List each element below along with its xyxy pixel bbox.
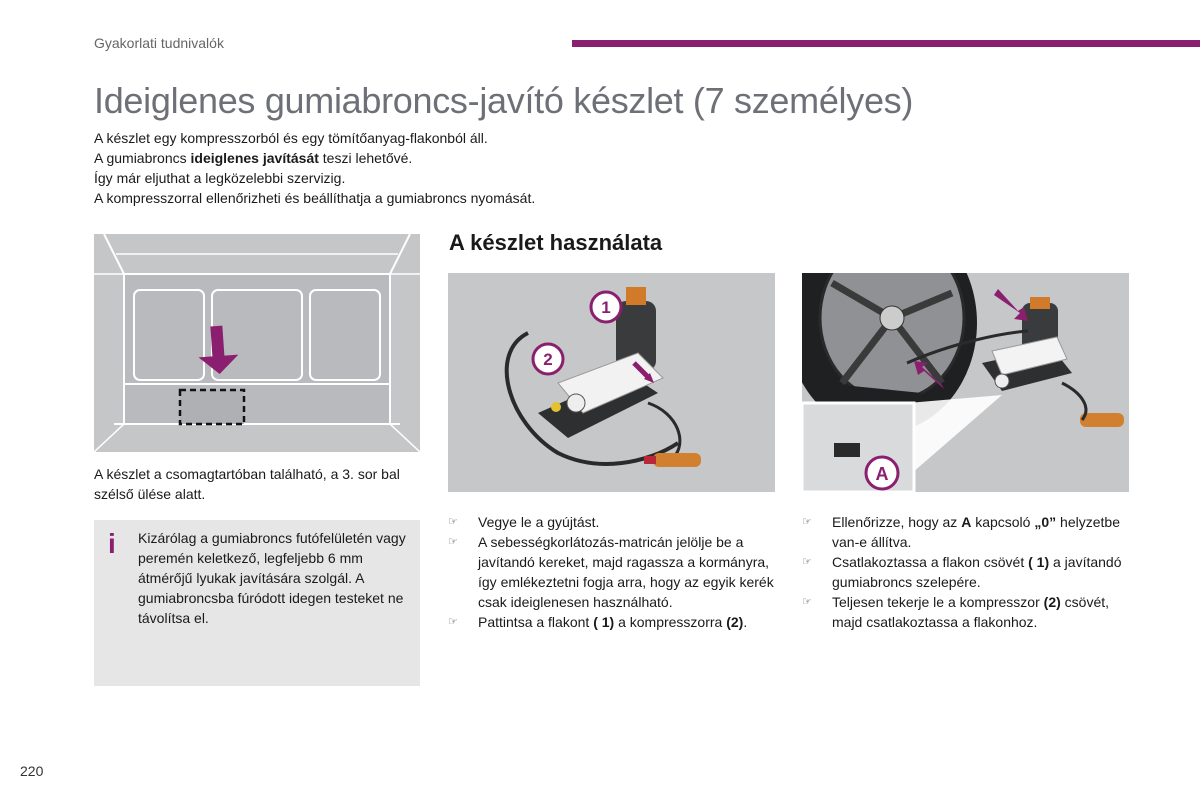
info-text: Kizárólag a gumiabroncs futófelületén vagy peremén keletkező, legfeljebb 6 mm átmérőjű lyukak javítására szolgál. A gumiabroncsba fúródott idegen testeket ne távolítsa el. — [138, 530, 406, 626]
step-item: ☞ Ellenőrizze, hogy az A kapcsoló „0” helyzetbe van-e állítva. — [802, 514, 1120, 550]
step-item: ☞ Csatlakoztassa a flakon csövét ( 1) a javítandó gumiabroncs szelepére. — [802, 554, 1122, 590]
step-emphasis: (2) — [726, 614, 744, 630]
page-number: 220 — [20, 763, 44, 779]
label-1: 1 — [601, 298, 611, 317]
info-box — [94, 520, 420, 686]
pointing-hand-icon: ☞ — [802, 516, 812, 528]
step-emphasis: „0” — [1034, 514, 1057, 530]
intro-line: A kompresszorral ellenőrizheti és beállíthatja a gumiabroncs nyomását. — [94, 190, 536, 206]
intro-emphasis: ideiglenes javítását — [190, 150, 319, 166]
page-title: Ideiglenes gumiabroncs-javító készlet (7 személyes) — [94, 80, 914, 121]
compressor-kit-illustration — [448, 273, 775, 492]
step-emphasis: ( 1) — [593, 614, 615, 630]
intro-line: A gumiabroncs ideiglenes javítását teszi lehetővé. — [94, 150, 413, 166]
intro-line: A készlet egy kompresszorból és egy tömítőanyag-flakonból áll. — [94, 130, 488, 146]
steps-list-middle — [448, 512, 778, 632]
intro-line: Így már eljuthat a legközelebbi szervizig. — [94, 170, 346, 186]
trunk-illustration — [94, 234, 420, 452]
intro-text — [94, 128, 794, 208]
info-icon: i — [108, 528, 116, 559]
wheel-illustration — [802, 273, 1129, 492]
pointing-hand-icon: ☞ — [802, 556, 812, 568]
step-item: ☞ Pattintsa a flakont ( 1) a kompresszorra (2). — [448, 614, 748, 630]
step-item: ☞ Vegye le a gyújtást. — [448, 514, 600, 530]
header-accent-bar — [572, 40, 1200, 47]
steps-list-right — [802, 512, 1132, 632]
step-emphasis: (2) — [1043, 594, 1061, 610]
section-label: Gyakorlati tudnivalók — [94, 35, 224, 51]
step-emphasis: ( 1) — [1028, 554, 1050, 570]
pointing-hand-icon: ☞ — [448, 516, 458, 528]
label-2: 2 — [543, 350, 553, 369]
pointing-hand-icon: ☞ — [448, 536, 458, 548]
pointing-hand-icon: ☞ — [802, 596, 812, 608]
step-item: ☞ Teljesen tekerje le a kompresszor (2) csövét, majd csatlakoztassa a flakonhoz. — [802, 594, 1110, 630]
step-item: ☞ A sebességkorlátozás-matricán jelölje be a javítandó kereket, majd ragassza a kormányra, így emlékeztetni fogja arra, hogy az egyik kerék csak ideiglenesen használható. — [448, 534, 774, 610]
usage-heading: A készlet használata — [449, 230, 663, 255]
label-a: A — [875, 464, 889, 484]
pointing-hand-icon: ☞ — [448, 616, 458, 628]
step-emphasis: A — [961, 514, 972, 530]
trunk-caption: A készlet a csomagtartóban található, a 3. sor bal szélső ülése alatt. — [94, 466, 400, 502]
